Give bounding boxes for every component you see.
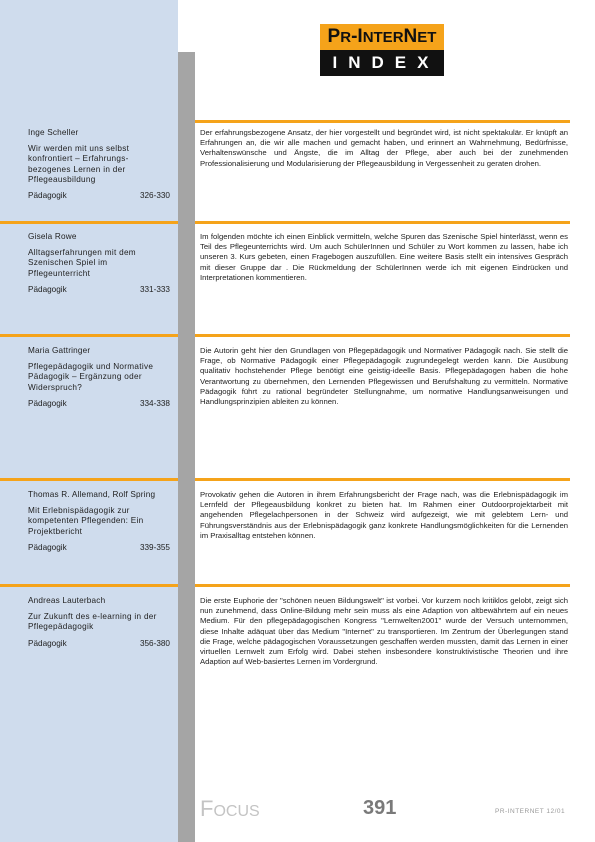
- divider-rule: [0, 334, 178, 337]
- pr-internet-index-logo: [320, 24, 444, 76]
- entry-rubric: Pädagogik: [28, 284, 67, 294]
- divider-rule: [195, 334, 570, 337]
- entry-meta: [28, 346, 170, 409]
- entry-rubric: Pädagogik: [28, 542, 67, 552]
- entry-abstract: Provokativ gehen die Autoren in ihrem Erfahrungsbericht der Frage nach, was die Erlebnispädagogik im Lernfeld der Pflegeausbildung konkret zu bieten hat. Im Rahmen einer Outdoorprojektarbeit mit angehenden Pflegelachpersonen in der Schweiz wird aufgezeigt, wie mit gelebtem Lern- und Führungsverständnis aus der Erlebnispädagogik ganz konkrete Handlungsmöglichkeiten für die Lernenden im Praxisalltag entstehen können.: [200, 490, 568, 540]
- entry-meta: [28, 596, 170, 649]
- entry-abstract: Im folgenden möchte ich einen Einblick vermitteln, welche Spuren das Szenische Spiel hinterlässt, wenn es Teil des Pflegeunterrichts wird. Um auch SchülerInnen und Schüler zu Wort kommen zu lassen, habe ich unseren 3. Kurs gebeten, einen Fragebogen auszufüllen. Eine weitere Basis stellt ein intensives Gespräch mit dieser Gruppe dar . Die Rückmeldung der SchülerInnen werde ich mit eigenen Eindrücken und Interpretationen kommentieren.: [200, 232, 568, 282]
- entry-title: Mit Erlebnispädagogik zur kompetenten Pflegenden: Ein Projektbericht: [28, 506, 144, 536]
- divider-rule: [195, 221, 570, 224]
- entry-pages: 331-333: [139, 284, 170, 294]
- entry-pages: 326-330: [139, 191, 170, 201]
- divider-rule: [0, 584, 178, 587]
- page-number: 391: [363, 797, 397, 819]
- entry-author: Maria Gattringer: [28, 346, 91, 355]
- entry-abstract: Die erste Euphorie der "schönen neuen Bildungswelt" ist vorbei. Vor kurzem noch kritiklos gelobt, zeigt sich nun zunehmend, dass Online-Bildung mehr sein muss als eine Adaption von altbewährtem auf ein neues Medium. Für den pflegepädagogischen Kongress "Lernwelten2001" wurde der Versuch unternommen, diese Inhalte adäquat über das Medium "Internet" zu transportieren. Im Zentrum der Überlegungen stand die Frage, welche pädagogischen Voraussetzungen geschaffen werden mussten, damit das Lernen in einer virtuellen Lernwelt zum Erfolg wird. Dabei stehen insbesondere konstruktivistische Theorien und ihre Adaption auf Web-basiertes Lernen im Vordergrund.: [200, 596, 568, 667]
- logo-wordmark: P R - I NTER N ET: [320, 24, 444, 50]
- divider-rule: [0, 478, 178, 481]
- divider-rule: [0, 221, 178, 224]
- entry-author: Inge Scheller: [28, 128, 79, 137]
- sidebar-panel: [0, 0, 178, 842]
- entry-pages: 356-380: [139, 638, 170, 648]
- entry-title: Pflegepädagogik und Normative Pädagogik – Ergänzung oder Widerspruch?: [28, 362, 154, 392]
- entry-author: Thomas R. Allemand, Rolf Spring: [28, 490, 156, 499]
- entry-rubric: Pädagogik: [28, 638, 67, 648]
- entry-abstract: Der erfahrungsbezogene Ansatz, der hier vorgestellt und begründet wird, ist nicht spektakulär. Er knüpft an Erfahrungen an, die wir alle machen und gemacht haben, und erinnert an Wahrnehmung, Bedürfnisse, Verhaltenswünsche und Ängste, die im Alltag der Pflege, aber auch bei der zunehmenden Professionalisierung und Modularisierung der Pflegeausbildung in Vergessenheit zu geraten drohen.: [200, 128, 568, 168]
- divider-rule: [195, 120, 570, 123]
- entry-title: Wir werden mit uns selbst konfrontiert – Erfahrungs-bezogenes Lernen in der Pflegeausbildung: [28, 144, 130, 184]
- entry-rubric: Pädagogik: [28, 398, 67, 408]
- entry-meta: [28, 128, 170, 201]
- entry-author: Andreas Lauterbach: [28, 596, 106, 605]
- entry-meta: [28, 490, 170, 553]
- entry-title: Alltagserfahrungen mit dem Szenischen Spiel im Pflegeunterricht: [28, 248, 136, 278]
- entry-meta: [28, 232, 170, 295]
- entry-rubric: Pädagogik: [28, 191, 67, 201]
- logo-index-label: INDEX: [320, 50, 444, 76]
- entry-author: Gisela Rowe: [28, 232, 77, 241]
- entry-abstract: Die Autorin geht hier den Grundlagen von Pflegepädagogik und Normativer Pädagogik nach. Sie stellt die Frage, ob Normative Pädagogik einer Pflegepädagogik zugrundegelegt werden kann. Die Ausübung qualitativ hochstehender Pflege benötigt eine geistig-ideelle Basis. Pflegepädagogen haben die hohe Verantwortung zu übernehmen, den Lernenden Pflegewissen und Berufshaltung zu vermitteln. Normative Pädagogik führt zu rational begründeter Stellungnahme, um normative Handlungsanweisungen und Handlungsprinzipien ableiten zu können.: [200, 346, 568, 407]
- divider-rule: [195, 584, 570, 587]
- issue-reference: PR-INTERNET 12/01: [495, 808, 566, 815]
- entry-title: Zur Zukunft des e-learning in der Pflegepädagogik: [28, 612, 157, 632]
- entry-pages: 334-338: [139, 398, 170, 408]
- entry-pages: 339-355: [139, 542, 170, 552]
- divider-rule: [195, 478, 570, 481]
- gutter-bar: [178, 52, 195, 842]
- footer-section-label: FOCUS: [200, 796, 260, 821]
